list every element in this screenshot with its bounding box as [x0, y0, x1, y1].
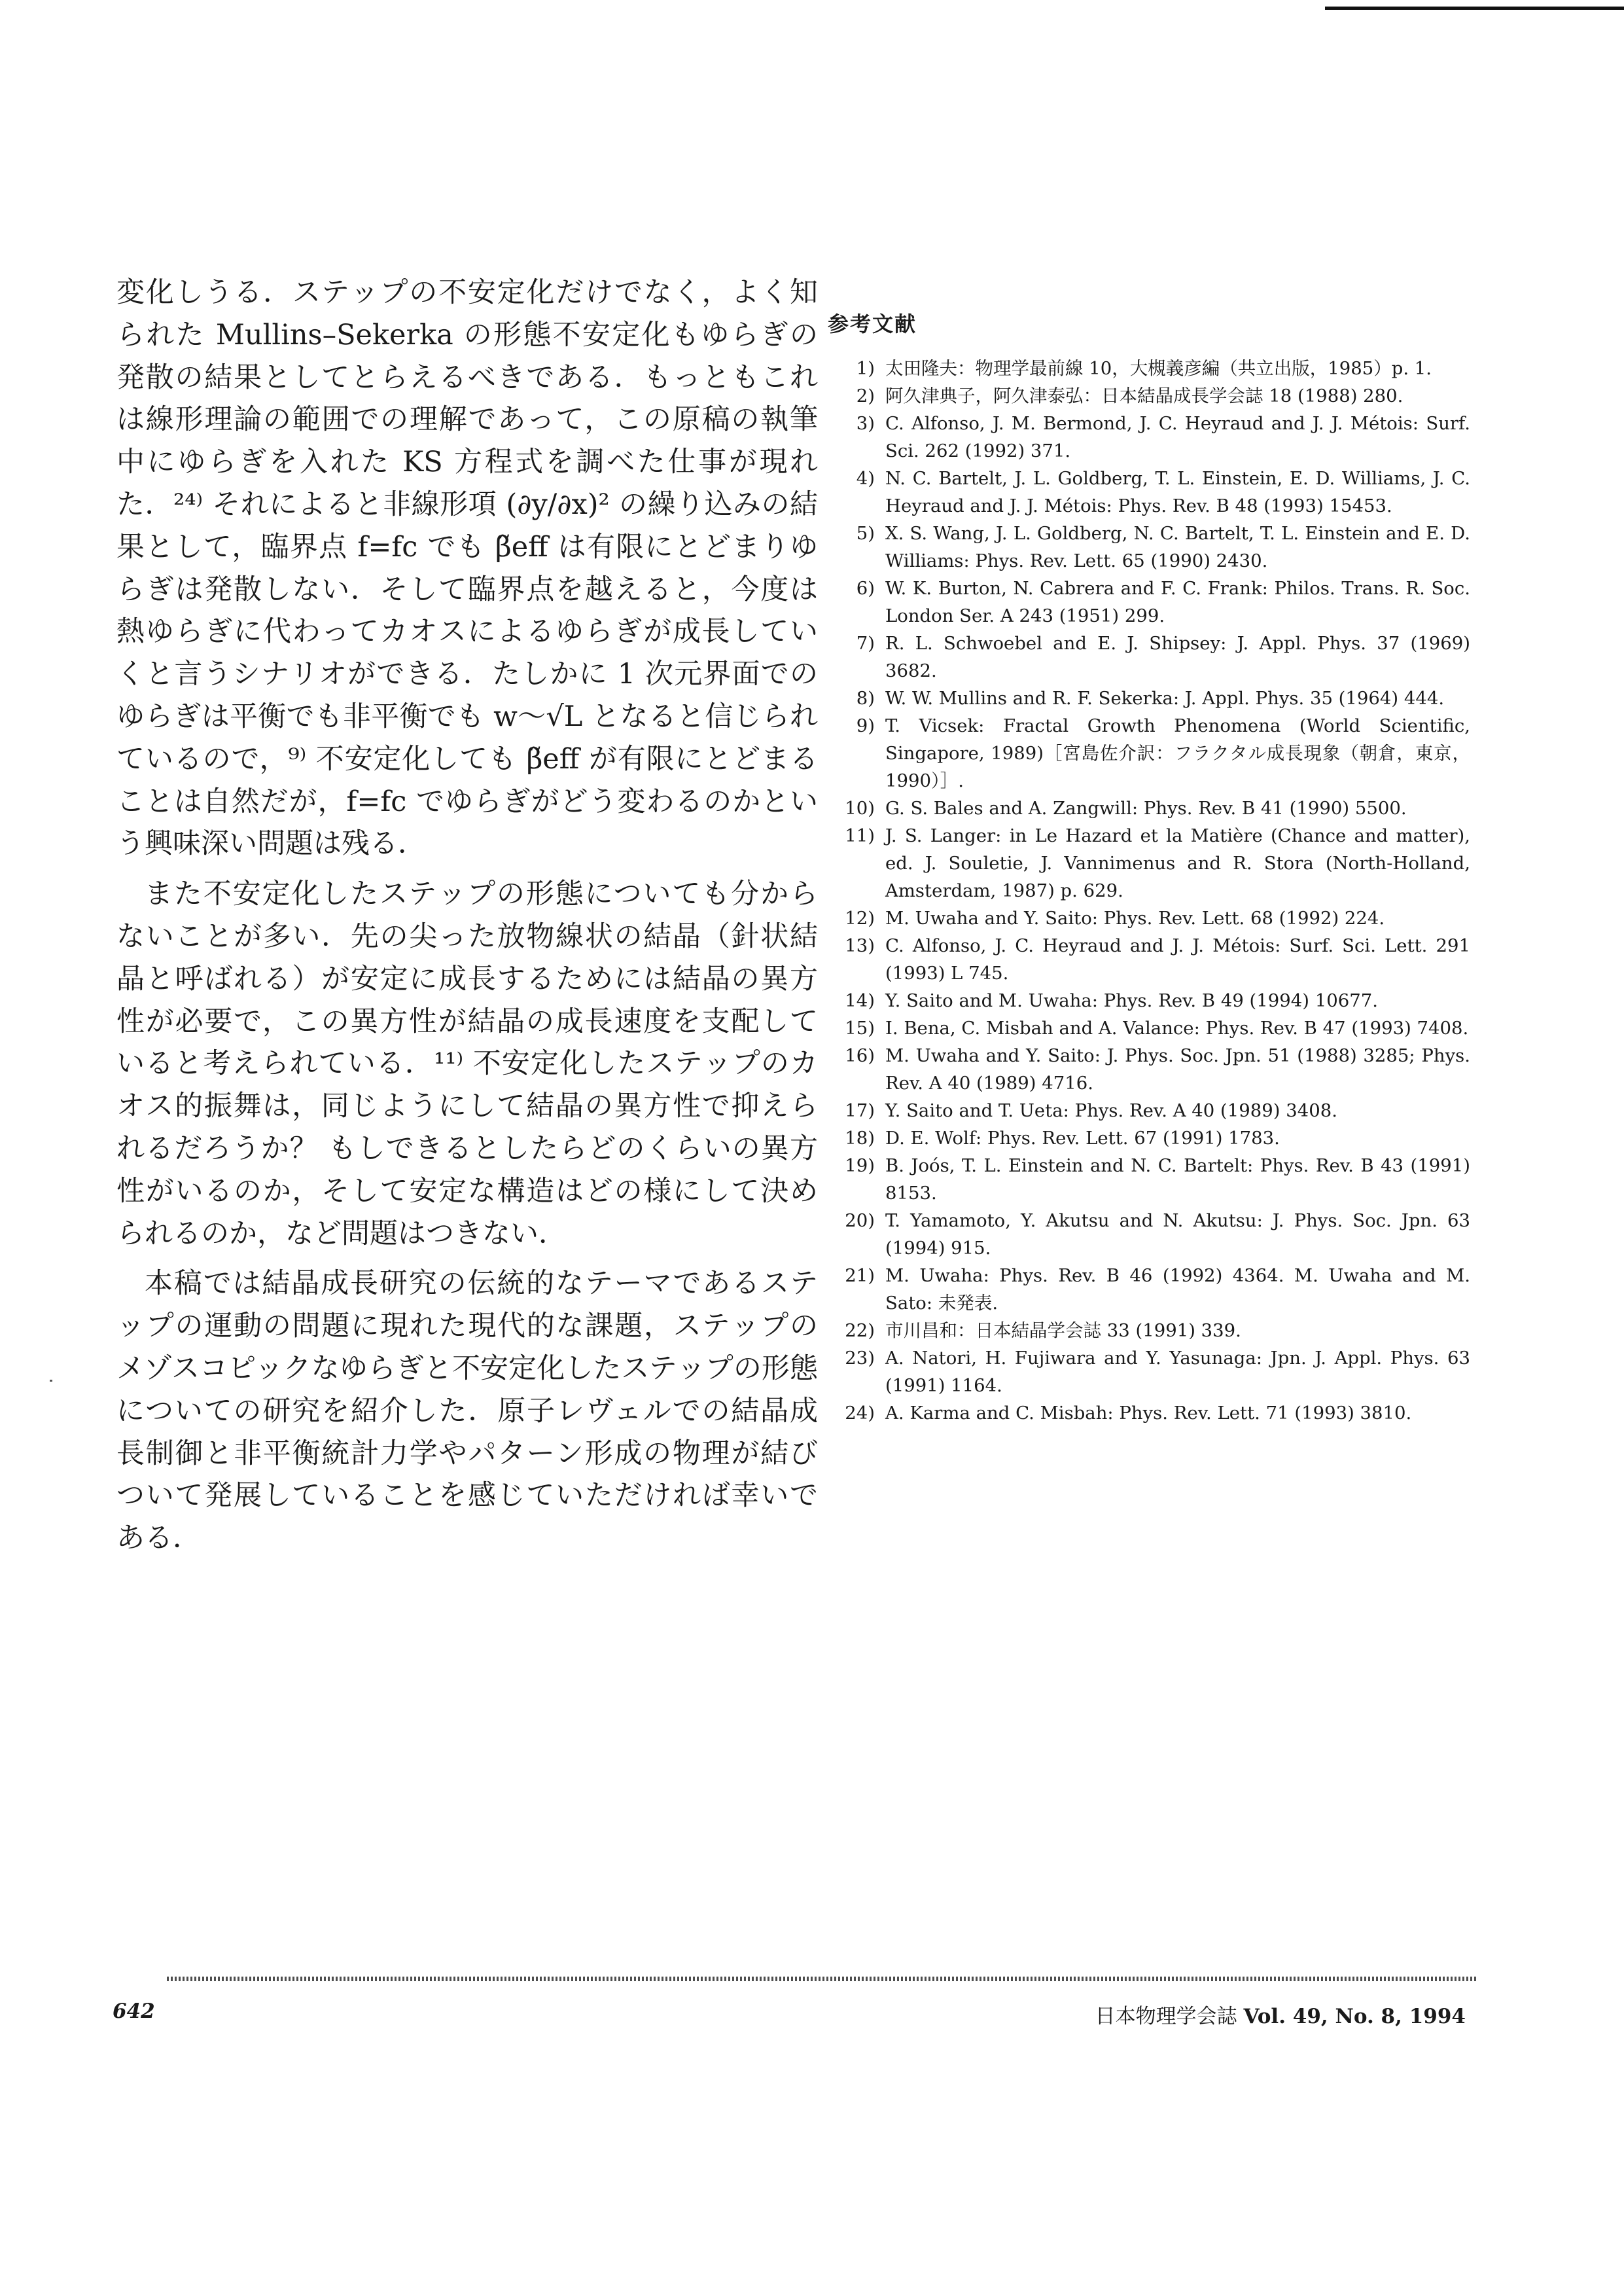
reference-number: 1)	[856, 358, 875, 379]
reference-item	[828, 712, 1470, 795]
reference-text: B. Joós, T. L. Einstein and N. C. Bartelt: Phys. Rev. B 43 (1991) 8153.	[885, 1155, 1470, 1204]
scan-speck	[50, 1380, 52, 1382]
reference-text: G. S. Bales and A. Zangwill: Phys. Rev. B 41 (1990) 5500.	[885, 798, 1407, 819]
reference-text: T. Vicsek: Fractal Growth Phenomena (World Scientific, Singapore, 1989)［宮島佐介訳：フラクタル成長現象（朝倉，東京，1990）］.	[885, 715, 1470, 791]
reference-item	[828, 987, 1470, 1014]
reference-text: 市川昌和：日本結晶学会誌 33 (1991) 339.	[885, 1320, 1241, 1341]
reference-text: C. Alfonso, J. M. Bermond, J. C. Heyraud and J. J. Métois: Surf. Sci. 262 (1992) 371.	[885, 413, 1470, 461]
journal-footer	[1095, 2000, 1466, 2029]
reference-number: 18)	[845, 1128, 875, 1149]
reference-number: 20)	[845, 1210, 875, 1231]
body-paragraph: 変化しうる．ステップの不安定化だけでなく，よく知られた Mullins–Sekerka の形態不安定化もゆらぎの発散の結果としてとらえるべきである．もっともこれは線形理論の範囲での理解であって，この原稿の執筆中にゆらぎを入れた KS 方程式を調べた仕事が現れた．²⁴⁾ それによると非線形項 (∂y/∂x)² の繰り込みの結果として，臨界点 f=fc でも β̃eff は有限にとどまりゆらぎは発散しない．そして臨界点を越えると，今度は熱ゆらぎに代わってカオスによるゆらぎが成長していくと言うシナリオができる．たしかに 1 次元界面でのゆらぎは平衡でも非平衡でも w〜√L となると信じられているので，⁹⁾ 不安定化しても β̃eff が有限にとどまることは自然だが，f=fc でゆらぎがどう変わるのかという興味深い問題は残る．	[116, 276, 818, 861]
reference-number: 3)	[856, 413, 875, 434]
reference-list	[828, 355, 1470, 1427]
reference-item	[828, 905, 1470, 932]
page-number: 642	[113, 2000, 155, 2023]
reference-number: 14)	[845, 990, 875, 1011]
body-text-column	[116, 272, 818, 1560]
reference-item	[828, 575, 1470, 630]
reference-text: N. C. Bartelt, J. L. Goldberg, T. L. Einstein, E. D. Williams, J. C. Heyraud and J. J. Métois: Phys. Rev. B 48 (1993) 15453.	[885, 468, 1470, 516]
reference-number: 24)	[845, 1403, 875, 1424]
journal-volume: Vol. 49, No. 8, 1994	[1243, 2005, 1466, 2028]
reference-item	[828, 1042, 1470, 1097]
reference-text: R. L. Schwoebel and E. J. Shipsey: J. Appl. Phys. 37 (1969) 3682.	[885, 633, 1470, 681]
reference-item	[828, 795, 1470, 822]
reference-item	[828, 1262, 1470, 1317]
reference-text: 太田隆夫：物理学最前線 10，大槻義彦編（共立出版，1985）p. 1.	[885, 358, 1432, 379]
reference-item	[828, 630, 1470, 685]
reference-item	[828, 822, 1470, 905]
reference-text: M. Uwaha and Y. Saito: Phys. Rev. Lett. 68 (1992) 224.	[885, 908, 1385, 929]
body-paragraph: また不安定化したステップの形態についても分からないことが多い．先の尖った放物線状の結晶（針状結晶と呼ばれる）が安定に成長するためには結晶の異方性が必要で，この異方性が結晶の成長速度を支配していると考えられている．¹¹⁾ 不安定化したステップのカオス的振舞は，同じようにして結晶の異方性で抑えられるだろうか？ もしできるとしたらどのくらいの異方性がいるのか，そして安定な構造はどの様にして決められるのか，など問題はつきない．	[116, 878, 818, 1250]
reference-text: D. E. Wolf: Phys. Rev. Lett. 67 (1991) 1783.	[885, 1128, 1280, 1149]
reference-number: 9)	[856, 715, 875, 736]
reference-number: 4)	[856, 468, 875, 489]
reference-text: M. Uwaha: Phys. Rev. B 46 (1992) 4364. M. Uwaha and M. Sato: 未発表.	[885, 1265, 1470, 1314]
reference-item	[828, 465, 1470, 520]
reference-item	[828, 1317, 1470, 1344]
reference-number: 12)	[845, 908, 875, 929]
reference-number: 11)	[845, 825, 875, 846]
reference-item	[828, 1152, 1470, 1207]
reference-number: 10)	[845, 798, 875, 819]
reference-item	[828, 1124, 1470, 1152]
footer-dotted-rule	[167, 1977, 1477, 1981]
reference-text: W. K. Burton, N. Cabrera and F. C. Frank: Philos. Trans. R. Soc. London Ser. A 243 (1951) 299.	[885, 578, 1470, 626]
reference-item	[828, 355, 1470, 382]
reference-text: T. Yamamoto, Y. Akutsu and N. Akutsu: J. Phys. Soc. Jpn. 63 (1994) 915.	[885, 1210, 1470, 1259]
reference-item	[828, 1207, 1470, 1262]
reference-text: I. Bena, C. Misbah and A. Valance: Phys. Rev. B 47 (1993) 7408.	[885, 1018, 1469, 1039]
reference-text: J. S. Langer: in Le Hazard et la Matière (Chance and matter), ed. J. Souletie, J. Vannimenus and R. Stora (North-Holland, Amsterdam, 1987) p. 629.	[885, 825, 1470, 901]
body-paragraph: 本稿では結晶成長研究の伝統的なテーマであるステップの運動の問題に現れた現代的な課題，ステップのメゾスコピックなゆらぎと不安定化したステップの形態についての研究を紹介した．原子レヴェルでの結晶成長制御と非平衡統計力学やパターン形成の物理が結びついて発展していることを感じていただければ幸いである．	[116, 1267, 818, 1555]
reference-item	[828, 1344, 1470, 1399]
reference-text: 阿久津典子，阿久津泰弘：日本結晶成長学会誌 18 (1988) 280.	[885, 386, 1403, 406]
reference-item	[828, 1014, 1470, 1042]
reference-text: X. S. Wang, J. L. Goldberg, N. C. Bartelt, T. L. Einstein and E. D. Williams: Phys. Rev. Lett. 65 (1990) 2430.	[885, 523, 1470, 571]
reference-text: A. Karma and C. Misbah: Phys. Rev. Lett. 71 (1993) 3810.	[885, 1403, 1412, 1424]
reference-number: 23)	[845, 1348, 875, 1369]
reference-text: A. Natori, H. Fujiwara and Y. Yasunaga: Jpn. J. Appl. Phys. 63 (1991) 1164.	[885, 1348, 1470, 1396]
reference-number: 2)	[856, 386, 875, 406]
reference-number: 5)	[856, 523, 875, 544]
reference-item	[828, 685, 1470, 712]
reference-item	[828, 410, 1470, 465]
reference-text: W. W. Mullins and R. F. Sekerka: J. Appl. Phys. 35 (1964) 444.	[885, 688, 1445, 709]
reference-number: 21)	[845, 1265, 875, 1286]
reference-item	[828, 932, 1470, 987]
reference-number: 22)	[845, 1320, 875, 1341]
reference-number: 6)	[856, 578, 875, 599]
reference-number: 16)	[845, 1045, 875, 1066]
references-heading: 参考文献	[828, 312, 917, 336]
reference-number: 8)	[856, 688, 875, 709]
reference-item	[828, 382, 1470, 410]
reference-text: Y. Saito and T. Ueta: Phys. Rev. A 40 (1989) 3408.	[885, 1100, 1337, 1121]
top-corner-rule	[1325, 7, 1624, 10]
reference-item	[828, 1097, 1470, 1124]
reference-text: C. Alfonso, J. C. Heyraud and J. J. Métois: Surf. Sci. Lett. 291 (1993) L 745.	[885, 935, 1470, 984]
reference-number: 17)	[845, 1100, 875, 1121]
reference-number: 19)	[845, 1155, 875, 1176]
reference-number: 13)	[845, 935, 875, 956]
reference-text: M. Uwaha and Y. Saito: J. Phys. Soc. Jpn. 51 (1988) 3285; Phys. Rev. A 40 (1989) 4716.	[885, 1045, 1470, 1094]
reference-number: 7)	[856, 633, 875, 654]
reference-item	[828, 1399, 1470, 1427]
reference-text: Y. Saito and M. Uwaha: Phys. Rev. B 49 (1994) 10677.	[885, 990, 1378, 1011]
journal-name: 日本物理学会誌	[1095, 2005, 1237, 2028]
reference-item	[828, 520, 1470, 575]
references-section	[828, 308, 1470, 1427]
reference-number: 15)	[845, 1018, 875, 1039]
